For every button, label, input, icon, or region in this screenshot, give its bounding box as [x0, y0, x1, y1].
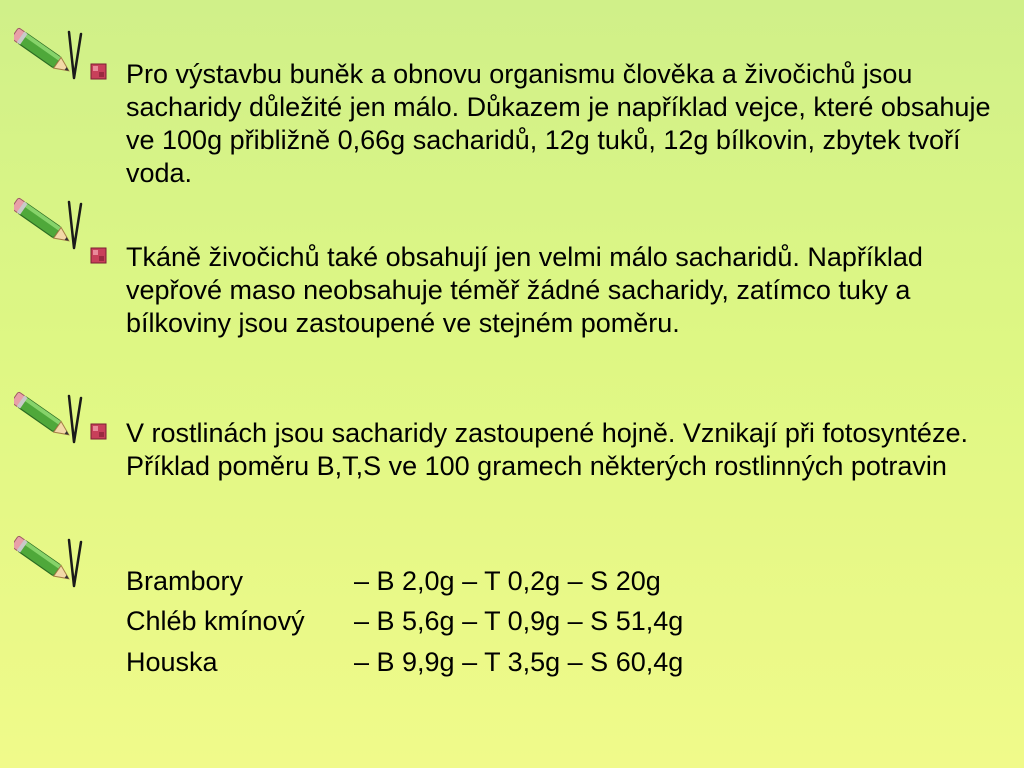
pencil-check-icon	[14, 196, 84, 254]
food-row	[126, 605, 683, 638]
food-values: – B 2,0g – T 0,2g – S 20g	[354, 566, 661, 596]
square-bullet-icon	[90, 63, 107, 80]
pencil-check-icon	[14, 534, 84, 592]
food-values: – B 5,6g – T 0,9g – S 51,4g	[354, 606, 684, 636]
pencil-check-icon	[14, 390, 84, 448]
food-name: Houska	[126, 647, 218, 677]
food-row	[126, 565, 661, 598]
food-values: – B 9,9g – T 3,5g – S 60,4g	[354, 647, 684, 677]
paragraph-animal-tissue: Tkáně živočichů také obsahují jen velmi málo sacharidů. Například vepřové maso neobsahuje téměř žádné sacharidy, zatímco tuky a bílkoviny jsou zastoupené ve stejném poměru.	[126, 242, 923, 338]
pencil-check-icon	[14, 26, 84, 84]
paragraph-plants: V rostlinách jsou sacharidy zastoupené hojně. Vznikají při fotosyntéze. Příklad poměru B,T,S ve 100 gramech některých rostlinných potravin	[126, 418, 968, 481]
paragraph-eggs: Pro výstavbu buněk a obnovu organismu člověka a živočichů jsou sacharidy důležité jen málo. Důkazem je například vejce, které obsahuje ve 100g přibližně 0,66g sacharidů, 12g tuků, 12g bílkovin, zbytek tvoří voda.	[126, 59, 991, 188]
food-name: Chléb kmínový	[126, 606, 305, 636]
food-name: Brambory	[126, 566, 244, 596]
food-row	[126, 646, 683, 679]
square-bullet-icon	[90, 423, 107, 440]
square-bullet-icon	[90, 247, 107, 264]
